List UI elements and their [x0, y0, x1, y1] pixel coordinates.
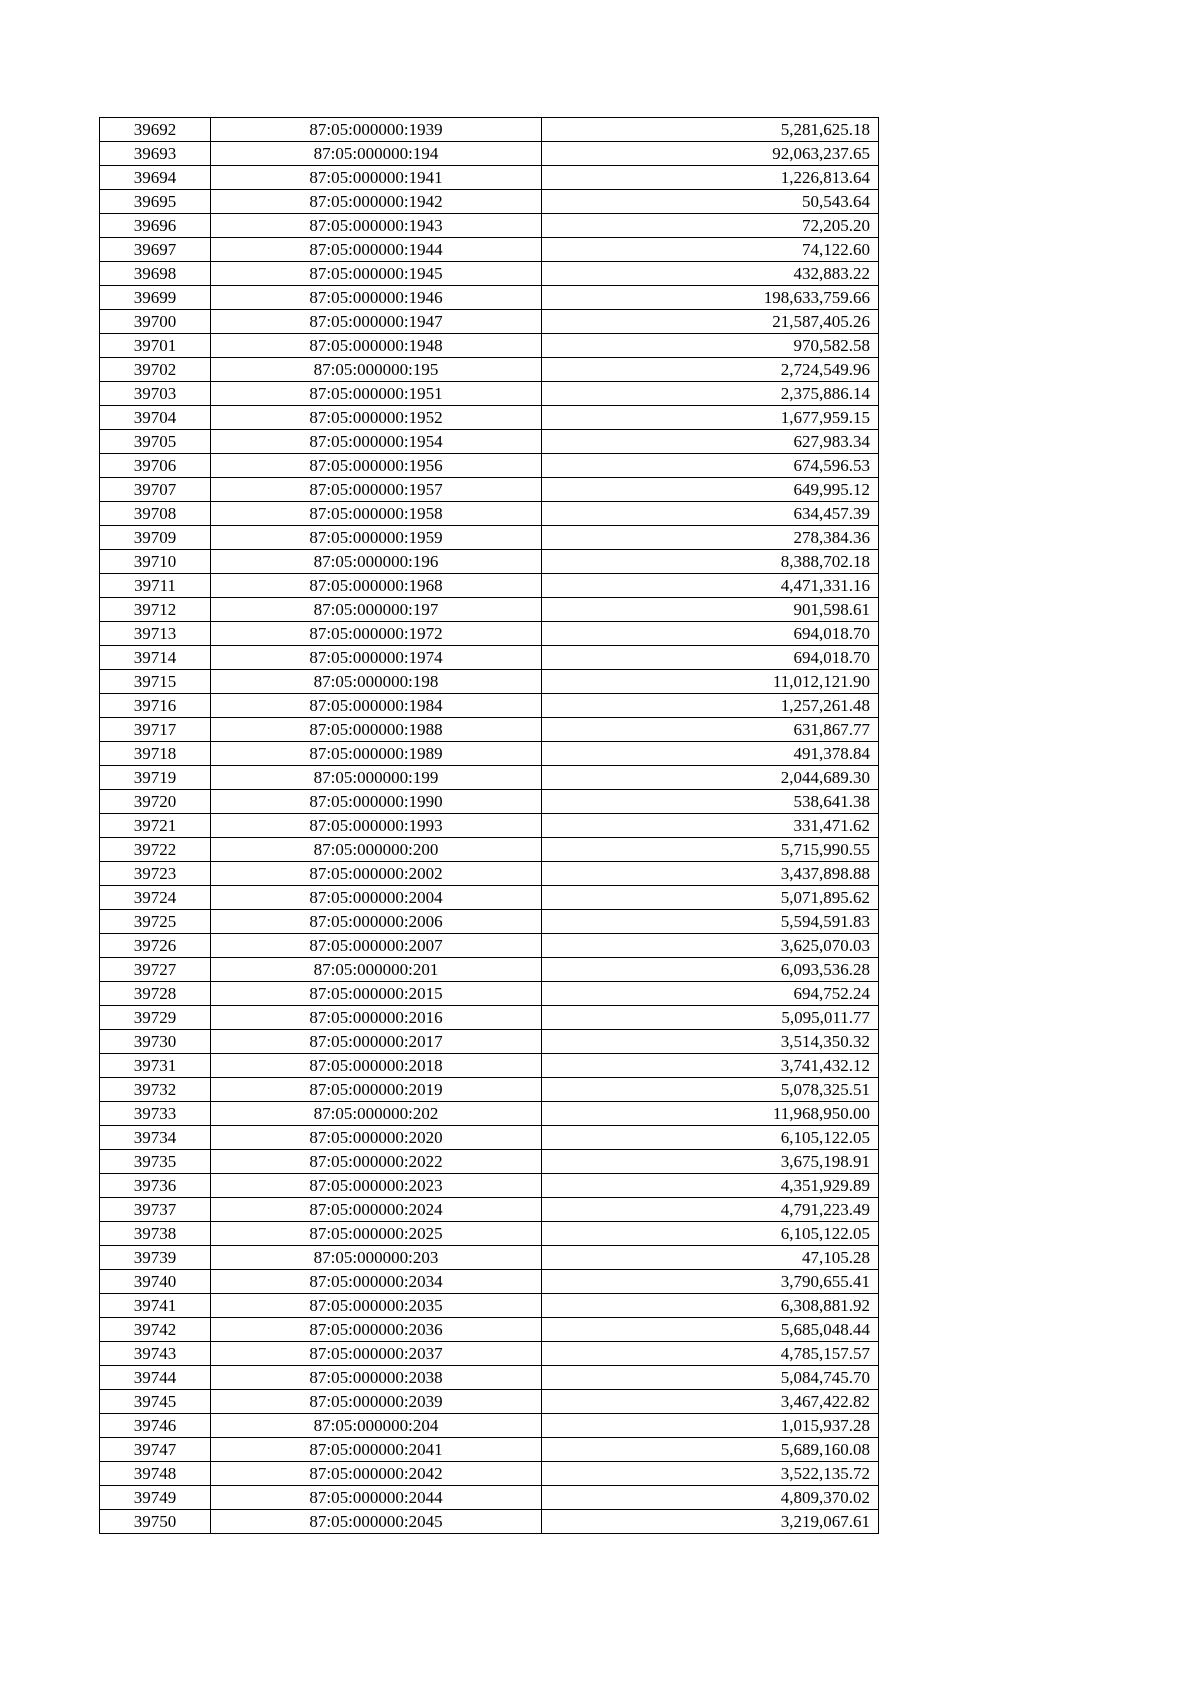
- cadastral-number-cell: 87:05:000000:1948: [211, 334, 542, 358]
- cadastral-value-cell: 4,785,157.57: [542, 1342, 879, 1366]
- table-row: [100, 1342, 879, 1366]
- cadastral-value-cell: 674,596.53: [542, 454, 879, 478]
- cadastral-number-cell: 87:05:000000:2024: [211, 1198, 542, 1222]
- cadastral-value-cell: 6,105,122.05: [542, 1222, 879, 1246]
- table-row: [100, 238, 879, 262]
- table-row: [100, 1414, 879, 1438]
- cadastral-value-cell: 278,384.36: [542, 526, 879, 550]
- cadastral-number-cell: 87:05:000000:1989: [211, 742, 542, 766]
- cadastral-number-cell: 87:05:000000:2025: [211, 1222, 542, 1246]
- cadastral-number-cell: 87:05:000000:2044: [211, 1486, 542, 1510]
- table-row: [100, 1294, 879, 1318]
- cadastral-number-cell: 87:05:000000:1990: [211, 790, 542, 814]
- row-number-cell: 39694: [100, 166, 211, 190]
- cadastral-value-cell: 694,018.70: [542, 646, 879, 670]
- cadastral-value-cell: 5,095,011.77: [542, 1006, 879, 1030]
- cadastral-value-cell: 4,791,223.49: [542, 1198, 879, 1222]
- table-row: [100, 1246, 879, 1270]
- row-number-cell: 39729: [100, 1006, 211, 1030]
- cadastral-number-cell: 87:05:000000:2007: [211, 934, 542, 958]
- cadastral-value-cell: 3,625,070.03: [542, 934, 879, 958]
- cadastral-value-cell: 4,809,370.02: [542, 1486, 879, 1510]
- cadastral-number-cell: 87:05:000000:203: [211, 1246, 542, 1270]
- table-row: [100, 454, 879, 478]
- row-number-cell: 39695: [100, 190, 211, 214]
- table-row: [100, 1462, 879, 1486]
- cadastral-value-cell: 8,388,702.18: [542, 550, 879, 574]
- table-row: [100, 1054, 879, 1078]
- table-row: [100, 358, 879, 382]
- row-number-cell: 39732: [100, 1078, 211, 1102]
- cadastral-number-cell: 87:05:000000:204: [211, 1414, 542, 1438]
- row-number-cell: 39698: [100, 262, 211, 286]
- table-row: [100, 766, 879, 790]
- cadastral-value-cell: 4,471,331.16: [542, 574, 879, 598]
- cadastral-value-cell: 6,093,536.28: [542, 958, 879, 982]
- row-number-cell: 39708: [100, 502, 211, 526]
- cadastral-number-cell: 87:05:000000:198: [211, 670, 542, 694]
- cadastral-number-cell: 87:05:000000:2015: [211, 982, 542, 1006]
- table-row: [100, 142, 879, 166]
- row-number-cell: 39722: [100, 838, 211, 862]
- cadastral-value-cell: 11,968,950.00: [542, 1102, 879, 1126]
- cadastral-value-cell: 21,587,405.26: [542, 310, 879, 334]
- table-row: [100, 958, 879, 982]
- cadastral-value-cell: 3,790,655.41: [542, 1270, 879, 1294]
- table-row: [100, 286, 879, 310]
- row-number-cell: 39726: [100, 934, 211, 958]
- table-row: [100, 982, 879, 1006]
- row-number-cell: 39710: [100, 550, 211, 574]
- row-number-cell: 39705: [100, 430, 211, 454]
- table-row: [100, 790, 879, 814]
- cadastral-number-cell: 87:05:000000:195: [211, 358, 542, 382]
- row-number-cell: 39721: [100, 814, 211, 838]
- cadastral-number-cell: 87:05:000000:1968: [211, 574, 542, 598]
- cadastral-number-cell: 87:05:000000:1952: [211, 406, 542, 430]
- cadastral-value-cell: 5,071,895.62: [542, 886, 879, 910]
- table-row: [100, 1486, 879, 1510]
- row-number-cell: 39693: [100, 142, 211, 166]
- cadastral-number-cell: 87:05:000000:1974: [211, 646, 542, 670]
- row-number-cell: 39697: [100, 238, 211, 262]
- table-row: [100, 886, 879, 910]
- cadastral-number-cell: 87:05:000000:2004: [211, 886, 542, 910]
- table-row: [100, 814, 879, 838]
- cadastral-value-cell: 5,689,160.08: [542, 1438, 879, 1462]
- row-number-cell: 39714: [100, 646, 211, 670]
- cadastral-value-cell: 1,677,959.15: [542, 406, 879, 430]
- table-row: [100, 406, 879, 430]
- row-number-cell: 39741: [100, 1294, 211, 1318]
- row-number-cell: 39706: [100, 454, 211, 478]
- cadastral-value-cell: 631,867.77: [542, 718, 879, 742]
- cadastral-number-cell: 87:05:000000:1972: [211, 622, 542, 646]
- table-row: [100, 1006, 879, 1030]
- cadastral-value-cell: 3,467,422.82: [542, 1390, 879, 1414]
- cadastral-value-table: [99, 117, 879, 1534]
- cadastral-value-cell: 92,063,237.65: [542, 142, 879, 166]
- cadastral-number-cell: 87:05:000000:1959: [211, 526, 542, 550]
- cadastral-number-cell: 87:05:000000:2020: [211, 1126, 542, 1150]
- cadastral-number-cell: 87:05:000000:2016: [211, 1006, 542, 1030]
- cadastral-number-cell: 87:05:000000:1942: [211, 190, 542, 214]
- cadastral-value-cell: 432,883.22: [542, 262, 879, 286]
- table-row: [100, 694, 879, 718]
- cadastral-number-cell: 87:05:000000:1944: [211, 238, 542, 262]
- cadastral-number-cell: 87:05:000000:199: [211, 766, 542, 790]
- cadastral-number-cell: 87:05:000000:2039: [211, 1390, 542, 1414]
- table-row: [100, 1438, 879, 1462]
- row-number-cell: 39701: [100, 334, 211, 358]
- cadastral-value-cell: 1,257,261.48: [542, 694, 879, 718]
- table-row: [100, 838, 879, 862]
- cadastral-value-cell: 1,226,813.64: [542, 166, 879, 190]
- row-number-cell: 39718: [100, 742, 211, 766]
- table-row: [100, 1078, 879, 1102]
- row-number-cell: 39724: [100, 886, 211, 910]
- table-row: [100, 190, 879, 214]
- cadastral-value-cell: 3,741,432.12: [542, 1054, 879, 1078]
- cadastral-number-cell: 87:05:000000:194: [211, 142, 542, 166]
- row-number-cell: 39719: [100, 766, 211, 790]
- cadastral-number-cell: 87:05:000000:1946: [211, 286, 542, 310]
- cadastral-number-cell: 87:05:000000:2023: [211, 1174, 542, 1198]
- cadastral-number-cell: 87:05:000000:1941: [211, 166, 542, 190]
- row-number-cell: 39728: [100, 982, 211, 1006]
- row-number-cell: 39696: [100, 214, 211, 238]
- cadastral-value-cell: 11,012,121.90: [542, 670, 879, 694]
- table-body: [100, 118, 879, 1534]
- row-number-cell: 39744: [100, 1366, 211, 1390]
- table-row: [100, 334, 879, 358]
- cadastral-value-cell: 6,308,881.92: [542, 1294, 879, 1318]
- table-row: [100, 910, 879, 934]
- table-row: [100, 670, 879, 694]
- cadastral-value-cell: 50,543.64: [542, 190, 879, 214]
- cadastral-value-cell: 901,598.61: [542, 598, 879, 622]
- cadastral-value-cell: 634,457.39: [542, 502, 879, 526]
- table-row: [100, 1030, 879, 1054]
- cadastral-value-cell: 3,675,198.91: [542, 1150, 879, 1174]
- cadastral-value-cell: 970,582.58: [542, 334, 879, 358]
- row-number-cell: 39737: [100, 1198, 211, 1222]
- cadastral-number-cell: 87:05:000000:2042: [211, 1462, 542, 1486]
- cadastral-number-cell: 87:05:000000:1984: [211, 694, 542, 718]
- row-number-cell: 39699: [100, 286, 211, 310]
- row-number-cell: 39727: [100, 958, 211, 982]
- cadastral-value-cell: 5,715,990.55: [542, 838, 879, 862]
- table-row: [100, 502, 879, 526]
- table-row: [100, 1222, 879, 1246]
- cadastral-number-cell: 87:05:000000:2006: [211, 910, 542, 934]
- cadastral-number-cell: 87:05:000000:2019: [211, 1078, 542, 1102]
- row-number-cell: 39746: [100, 1414, 211, 1438]
- cadastral-value-cell: 2,044,689.30: [542, 766, 879, 790]
- row-number-cell: 39709: [100, 526, 211, 550]
- table-row: [100, 1102, 879, 1126]
- row-number-cell: 39733: [100, 1102, 211, 1126]
- cadastral-number-cell: 87:05:000000:1939: [211, 118, 542, 142]
- cadastral-number-cell: 87:05:000000:2035: [211, 1294, 542, 1318]
- cadastral-value-cell: 198,633,759.66: [542, 286, 879, 310]
- row-number-cell: 39750: [100, 1510, 211, 1534]
- row-number-cell: 39738: [100, 1222, 211, 1246]
- cadastral-value-cell: 72,205.20: [542, 214, 879, 238]
- cadastral-value-cell: 694,752.24: [542, 982, 879, 1006]
- row-number-cell: 39730: [100, 1030, 211, 1054]
- table-row: [100, 382, 879, 406]
- row-number-cell: 39707: [100, 478, 211, 502]
- cadastral-number-cell: 87:05:000000:2036: [211, 1318, 542, 1342]
- table-row: [100, 430, 879, 454]
- cadastral-number-cell: 87:05:000000:2038: [211, 1366, 542, 1390]
- cadastral-number-cell: 87:05:000000:201: [211, 958, 542, 982]
- table-row: [100, 1366, 879, 1390]
- row-number-cell: 39742: [100, 1318, 211, 1342]
- row-number-cell: 39703: [100, 382, 211, 406]
- table-row: [100, 1510, 879, 1534]
- cadastral-value-cell: 6,105,122.05: [542, 1126, 879, 1150]
- cadastral-value-cell: 5,078,325.51: [542, 1078, 879, 1102]
- row-number-cell: 39713: [100, 622, 211, 646]
- table-row: [100, 214, 879, 238]
- table-row: [100, 1174, 879, 1198]
- row-number-cell: 39739: [100, 1246, 211, 1270]
- cadastral-value-cell: 5,281,625.18: [542, 118, 879, 142]
- table-row: [100, 1126, 879, 1150]
- cadastral-value-cell: 1,015,937.28: [542, 1414, 879, 1438]
- table-row: [100, 862, 879, 886]
- table-row: [100, 1270, 879, 1294]
- cadastral-number-cell: 87:05:000000:196: [211, 550, 542, 574]
- cadastral-number-cell: 87:05:000000:2037: [211, 1342, 542, 1366]
- cadastral-number-cell: 87:05:000000:2022: [211, 1150, 542, 1174]
- row-number-cell: 39731: [100, 1054, 211, 1078]
- row-number-cell: 39700: [100, 310, 211, 334]
- cadastral-value-cell: 627,983.34: [542, 430, 879, 454]
- cadastral-value-cell: 5,084,745.70: [542, 1366, 879, 1390]
- row-number-cell: 39743: [100, 1342, 211, 1366]
- row-number-cell: 39749: [100, 1486, 211, 1510]
- cadastral-number-cell: 87:05:000000:202: [211, 1102, 542, 1126]
- cadastral-value-cell: 3,514,350.32: [542, 1030, 879, 1054]
- cadastral-value-cell: 491,378.84: [542, 742, 879, 766]
- table-row: [100, 550, 879, 574]
- cadastral-number-cell: 87:05:000000:1988: [211, 718, 542, 742]
- cadastral-value-cell: 649,995.12: [542, 478, 879, 502]
- table-row: [100, 934, 879, 958]
- table-row: [100, 1150, 879, 1174]
- table-row: [100, 1318, 879, 1342]
- cadastral-value-cell: 3,219,067.61: [542, 1510, 879, 1534]
- cadastral-number-cell: 87:05:000000:2034: [211, 1270, 542, 1294]
- cadastral-number-cell: 87:05:000000:1954: [211, 430, 542, 454]
- cadastral-value-cell: 694,018.70: [542, 622, 879, 646]
- cadastral-number-cell: 87:05:000000:1958: [211, 502, 542, 526]
- table-row: [100, 718, 879, 742]
- row-number-cell: 39745: [100, 1390, 211, 1414]
- cadastral-value-cell: 5,594,591.83: [542, 910, 879, 934]
- table-row: [100, 742, 879, 766]
- cadastral-number-cell: 87:05:000000:1945: [211, 262, 542, 286]
- cadastral-value-cell: 74,122.60: [542, 238, 879, 262]
- table-row: [100, 118, 879, 142]
- row-number-cell: 39716: [100, 694, 211, 718]
- row-number-cell: 39723: [100, 862, 211, 886]
- cadastral-number-cell: 87:05:000000:2041: [211, 1438, 542, 1462]
- table-row: [100, 574, 879, 598]
- cadastral-number-cell: 87:05:000000:1943: [211, 214, 542, 238]
- cadastral-number-cell: 87:05:000000:1951: [211, 382, 542, 406]
- cadastral-value-cell: 3,437,898.88: [542, 862, 879, 886]
- table-row: [100, 598, 879, 622]
- cadastral-number-cell: 87:05:000000:2002: [211, 862, 542, 886]
- table-row: [100, 310, 879, 334]
- table-row: [100, 646, 879, 670]
- cadastral-number-cell: 87:05:000000:2017: [211, 1030, 542, 1054]
- row-number-cell: 39725: [100, 910, 211, 934]
- cadastral-value-cell: 331,471.62: [542, 814, 879, 838]
- table-row: [100, 166, 879, 190]
- cadastral-number-cell: 87:05:000000:200: [211, 838, 542, 862]
- row-number-cell: 39717: [100, 718, 211, 742]
- row-number-cell: 39735: [100, 1150, 211, 1174]
- row-number-cell: 39747: [100, 1438, 211, 1462]
- row-number-cell: 39702: [100, 358, 211, 382]
- cadastral-value-cell: 2,375,886.14: [542, 382, 879, 406]
- table-row: [100, 262, 879, 286]
- table-row: [100, 526, 879, 550]
- row-number-cell: 39715: [100, 670, 211, 694]
- row-number-cell: 39704: [100, 406, 211, 430]
- cadastral-number-cell: 87:05:000000:197: [211, 598, 542, 622]
- row-number-cell: 39692: [100, 118, 211, 142]
- cadastral-number-cell: 87:05:000000:1947: [211, 310, 542, 334]
- row-number-cell: 39736: [100, 1174, 211, 1198]
- row-number-cell: 39740: [100, 1270, 211, 1294]
- cadastral-number-cell: 87:05:000000:1993: [211, 814, 542, 838]
- table-row: [100, 1390, 879, 1414]
- cadastral-number-cell: 87:05:000000:1957: [211, 478, 542, 502]
- row-number-cell: 39748: [100, 1462, 211, 1486]
- table-row: [100, 478, 879, 502]
- row-number-cell: 39711: [100, 574, 211, 598]
- cadastral-value-cell: 538,641.38: [542, 790, 879, 814]
- cadastral-number-cell: 87:05:000000:1956: [211, 454, 542, 478]
- row-number-cell: 39720: [100, 790, 211, 814]
- cadastral-value-cell: 47,105.28: [542, 1246, 879, 1270]
- row-number-cell: 39712: [100, 598, 211, 622]
- cadastral-value-cell: 5,685,048.44: [542, 1318, 879, 1342]
- cadastral-number-cell: 87:05:000000:2045: [211, 1510, 542, 1534]
- cadastral-value-cell: 2,724,549.96: [542, 358, 879, 382]
- row-number-cell: 39734: [100, 1126, 211, 1150]
- cadastral-number-cell: 87:05:000000:2018: [211, 1054, 542, 1078]
- cadastral-value-cell: 4,351,929.89: [542, 1174, 879, 1198]
- table-row: [100, 1198, 879, 1222]
- table-row: [100, 622, 879, 646]
- cadastral-value-cell: 3,522,135.72: [542, 1462, 879, 1486]
